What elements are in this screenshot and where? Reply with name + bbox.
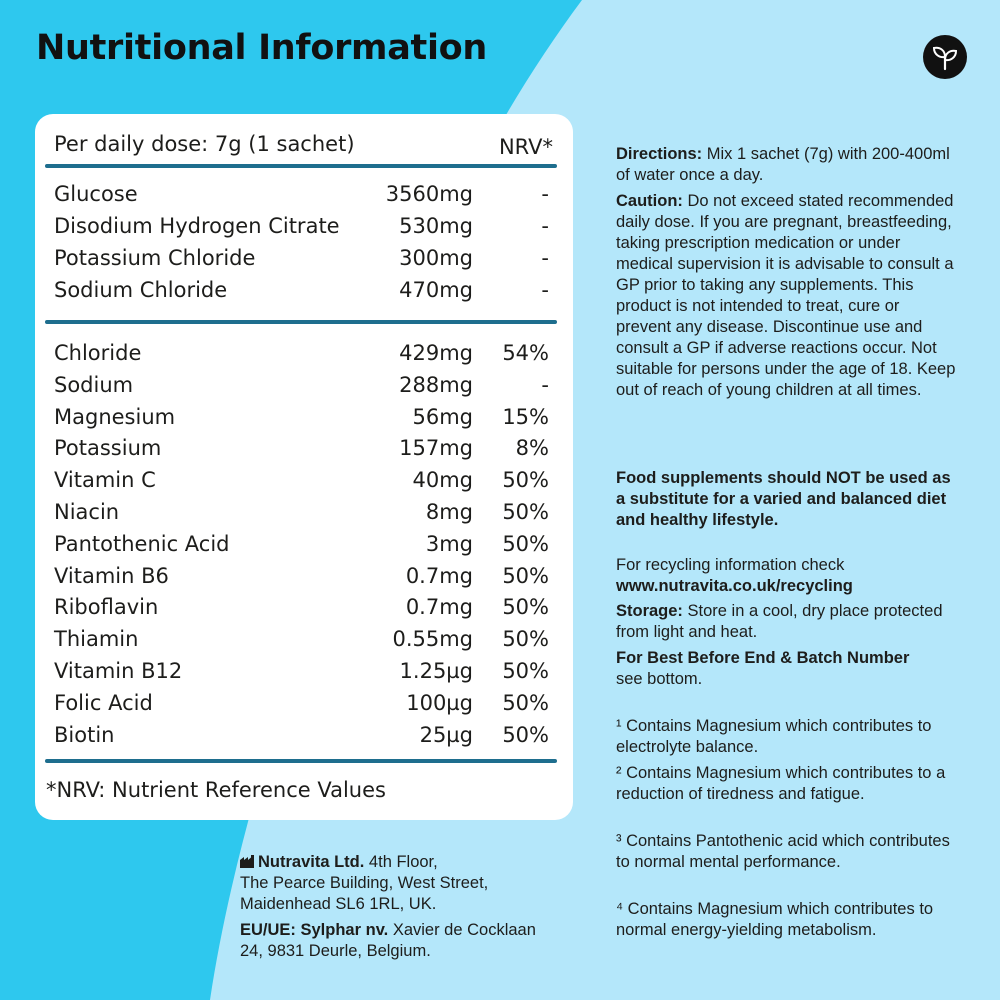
nutrient-amount: 8mg (425, 500, 473, 524)
table-row (35, 277, 573, 303)
best-before-text (616, 648, 956, 690)
table-row (35, 626, 573, 652)
nutrient-name: Disodium Hydrogen Citrate (54, 214, 340, 238)
table-row (35, 594, 573, 620)
nutrient-nrv: - (541, 182, 549, 206)
table-row (35, 213, 573, 239)
nutrient-amount: 1.25µg (399, 659, 473, 683)
nutrient-name: Sodium Chloride (54, 278, 228, 302)
directions-label: Directions: (616, 145, 703, 163)
nutrient-nrv: 15% (502, 404, 549, 429)
nrv-footnote: *NRV: Nutrient Reference Values (46, 778, 386, 802)
table-row (35, 245, 573, 271)
nutrient-amount: 25µg (419, 722, 473, 747)
uk-address (240, 852, 560, 915)
best-before-label: For Best Before End & Batch Number (616, 649, 910, 667)
nutrient-nrv: 8% (515, 436, 549, 461)
footnote-2: ² Contains Magnesium which contributes to a reduction of tiredness and fatigue. (616, 764, 946, 803)
nutrient-nrv: - (541, 246, 549, 270)
nutrient-amount: 429mg (399, 341, 473, 365)
divider-middle (45, 320, 557, 324)
table-row (35, 531, 573, 557)
nutrient-name: Potassium Chloride (54, 246, 256, 270)
directions-body: Mix 1 sachet (7g) with 200-400ml of water once a day. (616, 145, 950, 184)
nutrient-nrv: 54% (502, 341, 549, 365)
caution-text (616, 191, 956, 401)
company-name: Nutravita Ltd. (258, 853, 365, 871)
nutrient-name: Vitamin B12 (54, 659, 183, 683)
address-line-2: The Pearce Building, West Street, (240, 874, 489, 892)
nutrient-amount: 288mg (399, 372, 473, 397)
table-row (35, 722, 573, 748)
nutrient-amount: 100µg (406, 690, 473, 715)
nutrient-amount: 3mg (425, 531, 473, 556)
nutrient-nrv: 50% (502, 690, 549, 715)
nutrient-nrv: - (541, 214, 549, 238)
recycling-text (616, 555, 956, 597)
nutrient-amount: 56mg (412, 404, 473, 429)
nutrient-amount: 157mg (399, 436, 473, 461)
leaf-sprout-icon (922, 34, 968, 80)
caution-label: Caution: (616, 192, 683, 210)
caution-body: Do not exceed stated recommended daily dose. If you are pregnant, breastfeeding, taking prescription medication or under medical supervision it is advisable to consult a GP prior to taking any supplements. This product is not intended to treat, cure or prevent any disease. Discontinue use and consult a GP if adverse reactions occur. Not suitable for persons under the age of 18. Keep out of reach of young children at all times. (616, 192, 956, 399)
nutrient-nrv: - (541, 278, 549, 302)
nutrient-name: Thiamin (54, 627, 139, 652)
divider-top (45, 164, 557, 168)
nutrient-nrv: 50% (502, 659, 549, 683)
nutrient-nrv: 50% (502, 500, 549, 524)
nutrient-name: Biotin (54, 722, 115, 747)
storage-text (616, 601, 956, 643)
nutrient-name: Riboflavin (54, 595, 159, 620)
supplement-warning: Food supplements should NOT be used as a substitute for a varied and balanced diet and healthy lifestyle. (616, 469, 951, 529)
table-row (35, 435, 573, 461)
divider-bottom (45, 759, 557, 763)
factory-icon (240, 855, 255, 868)
nutrient-name: Chloride (54, 341, 142, 365)
nutrient-name: Niacin (54, 500, 120, 524)
nutrition-table-card (35, 114, 573, 820)
nutrient-amount: 0.7mg (405, 595, 473, 620)
address-line-3: Maidenhead SL6 1RL, UK. (240, 895, 437, 913)
directions-text (616, 144, 956, 186)
nutrient-name: Potassium (54, 436, 162, 461)
nutrient-amount: 530mg (399, 214, 473, 238)
nutrient-nrv: 50% (502, 563, 549, 588)
storage-body: Store in a cool, dry place protected from light and heat. (616, 602, 943, 641)
nutrient-name: Sodium (54, 372, 134, 397)
table-row (35, 181, 573, 207)
nutrient-name: Vitamin C (54, 468, 156, 493)
nutrient-amount: 0.55mg (392, 627, 473, 652)
dose-label: Per daily dose: 7g (1 sachet) (54, 132, 355, 156)
nutrient-nrv: 50% (502, 722, 549, 747)
nutrient-amount: 3560mg (385, 182, 473, 206)
nutrient-name: Vitamin B6 (54, 563, 169, 588)
recycling-label: For recycling information check (616, 556, 845, 574)
eu-address-body: Xavier de Cocklaan 24, 9831 Deurle, Belgium. (240, 921, 536, 960)
nutrient-amount: 40mg (412, 468, 473, 493)
footnote-3: ³ Contains Pantothenic acid which contributes to normal mental performance. (616, 832, 950, 871)
footnote-1: ¹ Contains Magnesium which contributes to electrolyte balance. (616, 717, 932, 756)
table-row (35, 404, 573, 430)
nutrient-name: Magnesium (54, 404, 176, 429)
best-before-body: see bottom. (616, 670, 703, 688)
nutrient-name: Pantothenic Acid (54, 531, 230, 556)
nutrient-nrv: 50% (502, 627, 549, 652)
address-line-1: 4th Floor, (364, 853, 438, 871)
nutrient-amount: 300mg (399, 246, 473, 270)
nutrient-name: Glucose (54, 182, 138, 206)
nutrient-amount: 0.7mg (405, 563, 473, 588)
nutrient-amount: 470mg (399, 278, 473, 302)
table-row (35, 372, 573, 398)
table-row (35, 467, 573, 493)
nrv-header: NRV* (498, 135, 553, 159)
table-row (35, 690, 573, 716)
nutrient-name: Folic Acid (54, 690, 153, 715)
nutrient-nrv: 50% (502, 595, 549, 620)
eu-address (240, 920, 560, 962)
table-row (35, 340, 573, 366)
table-row (35, 563, 573, 589)
table-row (35, 499, 573, 525)
table-row (35, 658, 573, 684)
eu-label: EU/UE: Sylphar nv. (240, 921, 389, 939)
storage-label: Storage: (616, 602, 683, 620)
nutrient-nrv: 50% (502, 468, 549, 493)
page-title: Nutritional Information (36, 28, 488, 68)
nutrient-nrv: - (541, 372, 549, 397)
footnote-4: ⁴ Contains Magnesium which contributes to normal energy-yielding metabolism. (616, 900, 934, 939)
recycling-link[interactable]: www.nutravita.co.uk/recycling (616, 577, 853, 595)
nutrient-nrv: 50% (502, 531, 549, 556)
